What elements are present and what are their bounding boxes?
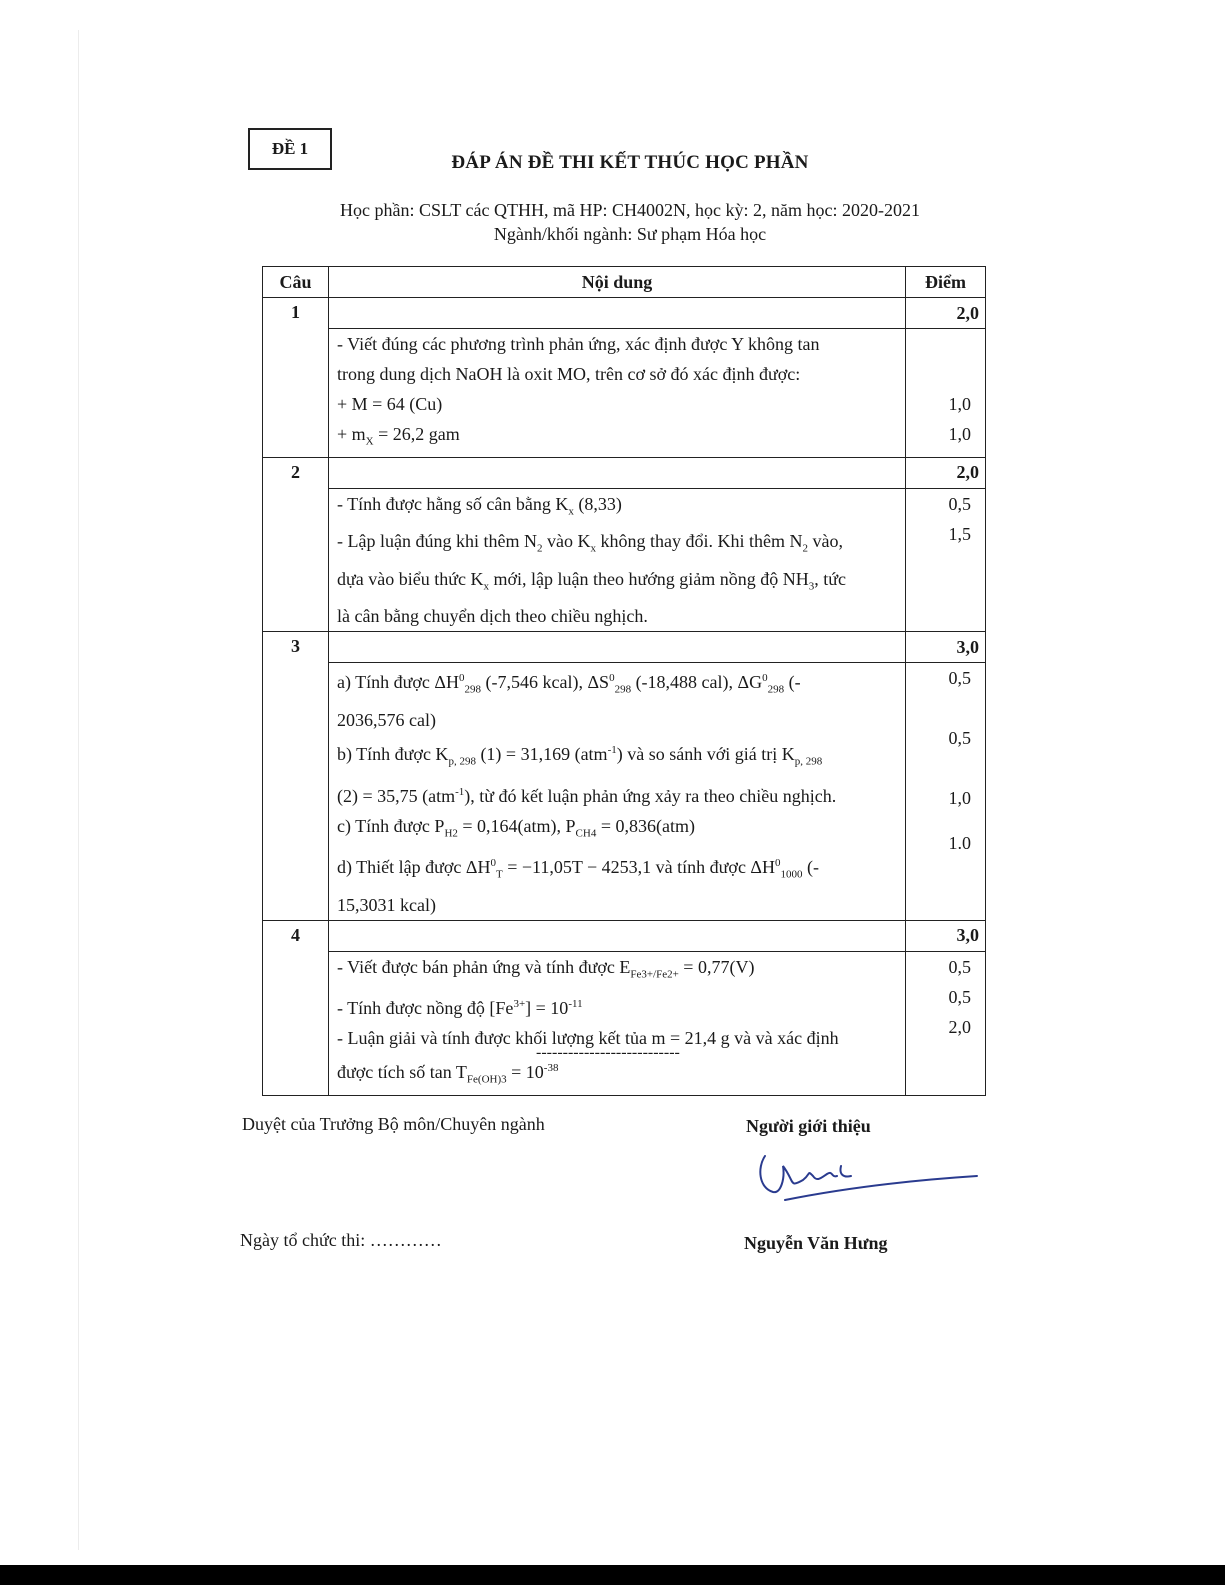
scan-bottom-edge	[0, 1565, 1225, 1585]
question-content	[329, 488, 906, 632]
header-score: Điểm	[906, 267, 986, 298]
question-number: 1	[263, 298, 329, 458]
score-value: 0,5	[948, 668, 971, 689]
table-header-row	[263, 267, 986, 298]
content-line: + $m_X = 26,2$ gam	[337, 424, 460, 448]
score-value: 1,5	[948, 523, 971, 544]
score-cell	[906, 951, 986, 1095]
table-row	[263, 920, 986, 951]
score-value: 2,0	[948, 1016, 971, 1037]
document-title: ĐÁP ÁN ĐỀ THI KẾT THÚC HỌC PHẦN	[451, 152, 809, 173]
content-line: 2036,576 cal)	[337, 709, 436, 730]
score-value: 1,0	[948, 424, 971, 444]
question-header-blank	[329, 457, 906, 488]
scan-edge-line	[78, 30, 79, 1550]
question-content	[329, 663, 906, 920]
exam-code-box	[248, 128, 332, 170]
approval-label: Duyệt của Trưởng Bộ môn/Chuyên ngành	[242, 1114, 545, 1134]
score-value: 0,5	[948, 956, 971, 977]
score-cell	[906, 488, 986, 632]
content-line: b) Tính được $K_{p, 298}$ (1) = 31,169 (atm$^{-1}$) và so sánh với giá trị $K_{p, 298}$	[337, 743, 823, 768]
question-total: 2,0	[906, 298, 986, 329]
content-line: 15,3031 kcal)	[337, 894, 436, 915]
content-line: là cân bằng chuyển dịch theo chiều nghịch.	[337, 606, 648, 627]
table-row	[263, 329, 986, 458]
content-line: d) Thiết lập được $\Delta H^0_T = -11,05T - 4253,1$ và tính được $\Delta H^0_{1000}$ (-	[337, 857, 820, 881]
content-line: dựa vào biểu thức $K_x$ mới, lập luận theo hướng giảm nồng độ $NH_3$, tức	[337, 568, 846, 593]
content-line: - Lập luận đúng khi thêm $N_2$ vào $K_x$ không thay đổi. Khi thêm $N_2$ vào,	[337, 531, 843, 555]
question-header-blank	[329, 920, 906, 951]
table-row	[263, 951, 986, 1095]
course-line: Học phần: CSLT các QTHH, mã HP: CH4002N, học kỳ: 2, năm học: 2020-2021	[340, 200, 920, 220]
score-value: 1.0	[948, 833, 971, 854]
content-line: (2) = 35,75 (atm$^{-1}$), từ đó kết luận phản ứng xảy ra theo chiều nghịch.	[337, 785, 837, 806]
question-total: 2,0	[906, 457, 986, 488]
question-number: 4	[263, 920, 329, 1095]
presenter-label: Người giới thiệu	[746, 1116, 871, 1136]
content-line: - Luận giải và tính được khối lượng kết tủa m = 21,4 g và và xác định	[337, 1028, 839, 1049]
separator-dashes: ---------------------------	[536, 1044, 680, 1061]
content-line: được tích số $\tan T_{Fe(OH)3} = 10^{-38}$	[337, 1062, 559, 1086]
exam-code: ĐỀ 1	[271, 139, 309, 158]
content-line: - Viết được bán phản ứng và tính được $E_{Fe3+/Fe2+} = 0,77(V)$	[337, 956, 755, 981]
signature-image	[755, 1148, 985, 1208]
content-line: a) Tính được $\Delta H^0_{298}$ (-7,546 kcal), $\Delta S^0_{298}$ (-18,488 cal), $\Delta G^0_{298}$ (-	[337, 672, 801, 696]
score-value: 1,0	[948, 788, 971, 809]
content-line: trong dung dịch NaOH là oxit MO, trên cơ sở đó xác định được:	[337, 364, 801, 384]
table-row	[263, 663, 986, 920]
header-content: Nội dung	[329, 267, 906, 298]
content-line: + M = 64 (Cu)	[337, 394, 443, 414]
table-row	[263, 632, 986, 663]
header-question: Câu	[263, 267, 329, 298]
content-line: c) Tính được $P_{H2} = 0,164(atm)$, $P_{CH4} = 0,836(atm)$	[337, 815, 695, 840]
content-line: - Viết đúng các phương trình phản ứng, xác định được Y không tan	[337, 334, 820, 354]
question-number: 2	[263, 457, 329, 632]
score-value: 0,5	[948, 986, 971, 1007]
content-line: - Tính được hằng số cân bằng $K_x$ (8,33)	[337, 493, 622, 518]
question-header-blank	[329, 632, 906, 663]
table-row	[263, 298, 986, 329]
table-row	[263, 457, 986, 488]
question-total: 3,0	[906, 632, 986, 663]
content-line: - Tính được nồng độ $[Fe^{3+}] = 10^{-11}$	[337, 998, 583, 1019]
exam-date-label: Ngày tổ chức thi: …………	[240, 1230, 442, 1250]
score-value: 0,5	[948, 728, 971, 749]
question-total: 3,0	[906, 920, 986, 951]
question-content	[329, 329, 906, 458]
score-cell	[906, 329, 986, 458]
question-header-blank	[329, 298, 906, 329]
major-line: Ngành/khối ngành: Sư phạm Hóa học	[493, 224, 767, 244]
question-number: 3	[263, 632, 329, 920]
score-cell	[906, 663, 986, 920]
table-row	[263, 488, 986, 632]
answer-table	[262, 266, 986, 1096]
score-value: 1,0	[948, 394, 971, 414]
presenter-name: Nguyễn Văn Hưng	[744, 1233, 888, 1253]
question-content	[329, 951, 906, 1095]
score-value: 0,5	[948, 493, 971, 514]
